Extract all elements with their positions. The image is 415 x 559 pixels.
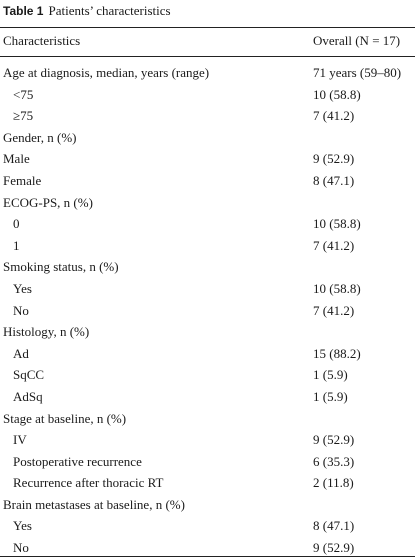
table-row <box>0 213 415 235</box>
row-value: 6 (35.3) <box>313 453 355 469</box>
table-row <box>0 256 415 278</box>
table-header-row <box>0 32 415 50</box>
table-row <box>0 148 415 170</box>
row-value: 9 (52.9) <box>313 432 355 448</box>
column-header-characteristics: Characteristics <box>3 33 81 48</box>
row-value: 7 (41.2) <box>313 237 355 253</box>
table-row <box>0 494 415 516</box>
row-value: 10 (58.8) <box>313 280 361 296</box>
table-row <box>0 515 415 537</box>
row-value: 2 (11.8) <box>313 475 354 491</box>
table-row <box>0 364 415 386</box>
table-top-rule <box>0 27 415 28</box>
table-header-rule <box>0 56 415 57</box>
table-row <box>0 300 415 322</box>
table-row <box>0 408 415 430</box>
row-value: 15 (88.2) <box>313 345 361 361</box>
row-label: Recurrence after thoracic RT <box>13 475 164 491</box>
row-label: Age at diagnosis, median, years (range) <box>3 65 210 80</box>
table-row <box>0 386 415 408</box>
row-value: 10 (58.8) <box>313 216 361 232</box>
row-label: ≥75 <box>13 108 34 124</box>
row-label: Male <box>3 151 30 167</box>
row-value: 1 (5.9) <box>313 367 348 383</box>
table-row <box>0 170 415 192</box>
table-bottom-rule <box>0 556 415 557</box>
column-header-overall: Overall (N = 17) <box>313 33 401 48</box>
row-label: IV <box>13 432 27 448</box>
row-label: Yes <box>13 518 32 534</box>
table-row <box>0 451 415 473</box>
row-value: 9 (52.9) <box>313 540 355 556</box>
row-label: 1 <box>13 237 20 253</box>
table-row <box>0 472 415 494</box>
row-label: Ad <box>13 345 29 361</box>
row-label: Smoking status, n (%) <box>3 259 119 275</box>
row-label: No <box>13 302 29 318</box>
table-row <box>0 235 415 257</box>
row-label: Histology, n (%) <box>3 324 90 340</box>
row-label: AdSq <box>13 388 43 404</box>
row-label: Yes <box>13 280 32 296</box>
table-row <box>0 278 415 300</box>
row-label: ECOG-PS, n (%) <box>3 194 93 210</box>
table-row <box>0 321 415 343</box>
row-value: 10 (58.8) <box>313 86 361 102</box>
row-label: Gender, n (%) <box>3 129 77 145</box>
table-row <box>0 62 415 84</box>
table-body <box>0 62 415 559</box>
table-row <box>0 429 415 451</box>
table-row <box>0 192 415 214</box>
row-value: 8 (47.1) <box>313 172 355 188</box>
row-label: 0 <box>13 216 20 232</box>
table-row <box>0 105 415 127</box>
table-row <box>0 84 415 106</box>
row-label: Brain metastases at baseline, n (%) <box>3 496 185 512</box>
row-label: Female <box>3 172 42 188</box>
table-row <box>0 127 415 149</box>
row-value: 8 (47.1) <box>313 518 355 534</box>
row-value: 9 (52.9) <box>313 151 355 167</box>
table-caption-label: Table 1 <box>3 4 44 18</box>
table-caption <box>3 3 171 19</box>
row-value: 7 (41.2) <box>313 302 355 318</box>
row-label: No <box>13 540 29 556</box>
row-label: Postoperative recurrence <box>13 453 142 469</box>
row-value: 7 (41.2) <box>313 108 355 124</box>
row-label: <75 <box>13 86 34 102</box>
table-row <box>0 343 415 365</box>
row-label: Stage at baseline, n (%) <box>3 410 127 426</box>
row-value: 71 years (59–80) <box>313 65 402 80</box>
row-label: SqCC <box>13 367 45 383</box>
table-caption-title: Patients’ characteristics <box>48 3 171 18</box>
row-value: 1 (5.9) <box>313 388 348 404</box>
